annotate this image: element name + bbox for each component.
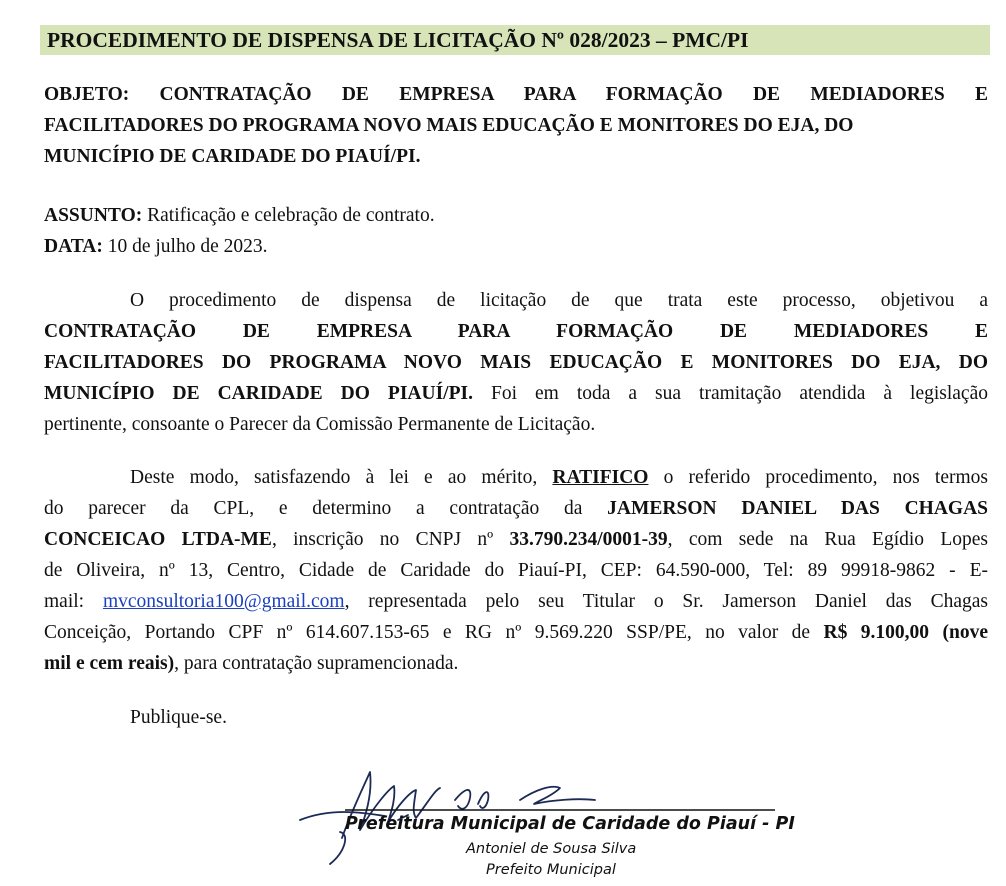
paragraph-line xyxy=(44,617,988,648)
paragraph-text: Conceição, Portando CPF nº 614.607.153-65 e RG nº 9.569.220 SSP/PE, no valor de xyxy=(44,622,824,643)
paragraph-line xyxy=(44,653,458,674)
assunto-row xyxy=(44,200,988,231)
paragraph-line xyxy=(44,493,988,524)
paragraph-line: de Oliveira, nº 13, Centro, Cidade de Caridade do Piauí-PI, CEP: 64.590-000, Tel: 89 99918-9862 - E- xyxy=(44,560,988,581)
objeto-section xyxy=(44,79,988,172)
paragraph-ratificacao xyxy=(44,462,988,679)
paragraph-bold-line: CONTRATAÇÃO DE EMPRESA PARA FORMAÇÃO DE MEDIADORES E xyxy=(44,321,988,342)
valor-text: mil e cem reais) xyxy=(44,653,175,674)
data-row xyxy=(44,231,988,262)
paragraph-line xyxy=(44,462,988,493)
paragraph-text: , para contratação supramencionada. xyxy=(174,653,459,674)
ratifico-text: RATIFICO xyxy=(552,467,649,488)
objeto-line: MUNICÍPIO DE CARIDADE DO PIAUÍ/PI. xyxy=(44,146,421,167)
paragraph-text: mail: xyxy=(44,591,103,612)
publique-text: Publique-se. xyxy=(130,707,227,728)
company-name: JAMERSON DANIEL DAS CHAGAS xyxy=(607,498,988,519)
company-name: CONCEICAO LTDA-ME xyxy=(44,529,272,550)
assunto-label: ASSUNTO: xyxy=(44,205,143,226)
signature-role: Prefeito Municipal xyxy=(486,862,616,878)
objeto-line: FACILITADORES DO PROGRAMA NOVO MAIS EDUCAÇÃO E MONITORES DO EJA, DO xyxy=(44,115,854,136)
paragraph-line: O procedimento de dispensa de licitação de que trata este processo, objetivou a xyxy=(130,290,988,311)
paragraph-text: , inscrição no CNPJ nº xyxy=(271,529,510,550)
paragraph-text: , representada pelo seu Titular o Sr. Jamerson Daniel das Chagas xyxy=(344,591,988,612)
paragraph-line xyxy=(44,586,988,617)
valor-text: R$ 9.100,00 (nove xyxy=(823,622,988,643)
objeto-line: OBJETO: CONTRATAÇÃO DE EMPRESA PARA FORMAÇÃO DE MEDIADORES E xyxy=(44,84,988,105)
meta-section xyxy=(44,200,988,262)
cnpj-value: 33.790.234/0001-39 xyxy=(509,529,668,550)
signature-name: Antoniel de Sousa Silva xyxy=(466,841,637,857)
document-title: PROCEDIMENTO DE DISPENSA DE LICITAÇÃO Nº 028/2023 – PMC/PI xyxy=(47,28,749,52)
email-link[interactable]: mvconsultoria100@gmail.com xyxy=(102,591,345,612)
data-value: 10 de julho de 2023. xyxy=(102,236,268,257)
paragraph-procedimento xyxy=(44,285,988,440)
paragraph-text: do parecer da CPL, e determino a contratação da xyxy=(44,498,608,519)
paragraph-line xyxy=(44,378,988,409)
data-label: DATA: xyxy=(44,236,103,257)
paragraph-text: Foi em toda a sua tramitação atendida à legislação xyxy=(472,383,988,404)
paragraph-line: pertinente, consoante o Parecer da Comissão Permanente de Licitação. xyxy=(44,414,596,435)
assunto-value: Ratificação e celebração de contrato. xyxy=(142,205,435,226)
paragraph-text: , com sede na Rua Egídio Lopes xyxy=(667,529,989,550)
paragraph-text: Deste modo, satisfazendo à lei e ao mérito, xyxy=(130,467,553,488)
paragraph-line xyxy=(44,524,988,555)
paragraph-bold-line: FACILITADORES DO PROGRAMA NOVO MAIS EDUCAÇÃO E MONITORES DO EJA, DO xyxy=(44,352,988,373)
signature-organization: Prefeitura Municipal de Caridade do Piauí - PI xyxy=(345,814,795,834)
paragraph-bold-text: MUNICÍPIO DE CARIDADE DO PIAUÍ/PI. xyxy=(44,383,473,404)
paragraph-text: o referido procedimento, nos termos xyxy=(648,467,988,488)
